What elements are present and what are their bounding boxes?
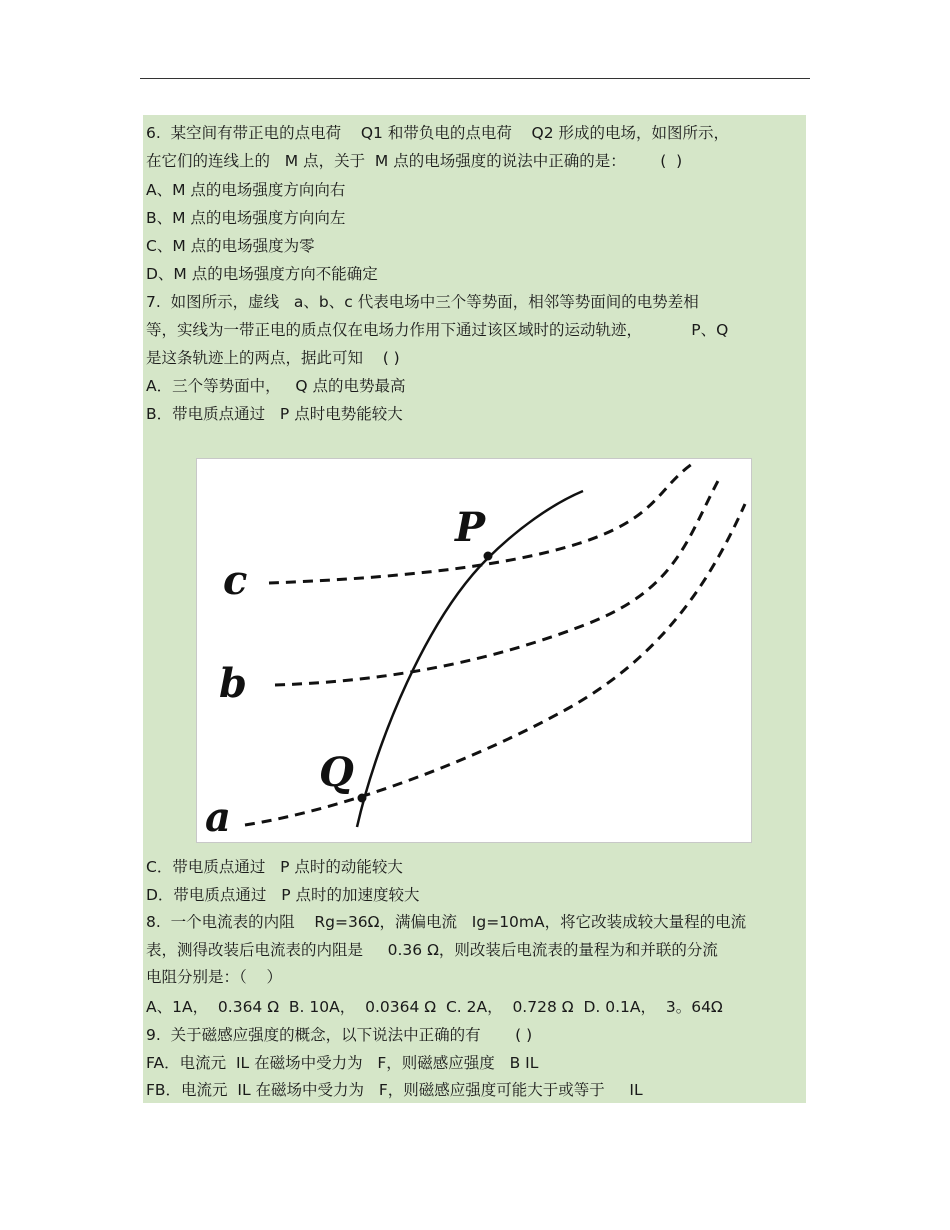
point-q-dot bbox=[358, 794, 367, 803]
label-q: Q bbox=[319, 749, 354, 796]
q9-stem: 9. 关于磁感应强度的概念，以下说法中正确的有 ( ) bbox=[146, 1026, 533, 1044]
q7-option-d: D．带电质点通过 P 点时的加速度较大 bbox=[146, 886, 420, 904]
q7-stem-line3: 是这条轨迹上的两点，据此可知 ( ) bbox=[146, 349, 400, 367]
q8-options: A、1A， 0.364 Ω B. 10A， 0.0364 Ω C. 2A， 0.728 Ω D. 0.1A， 3。64Ω bbox=[146, 998, 723, 1016]
label-b: b bbox=[219, 660, 247, 707]
q6-stem-line2: 在它们的连线上的 M 点，关于 M 点的电场强度的说法中正确的是： ( ) bbox=[146, 152, 683, 170]
q6-option-a: A、M 点的电场强度方向向右 bbox=[146, 181, 346, 199]
q9-option-b: FB．电流元 IL 在磁场中受力为 F，则磁感应强度可能大于或等于 IL bbox=[146, 1081, 643, 1099]
q7-stem-line1: 7. 如图所示，虚线 a、b、c 代表电场中三个等势面，相邻等势面间的电势差相 bbox=[146, 293, 699, 311]
q8-stem-line1: 8. 一个电流表的内阻 Rg=36Ω，满偏电流 Ig=10mA，将它改装成较大量程的电流 bbox=[146, 913, 747, 931]
header-rule bbox=[140, 78, 810, 79]
label-a: a bbox=[205, 794, 231, 841]
q8-stem-line2: 表，测得改装后电流表的内阻是 0.36 Ω，则改装后电流表的量程为和并联的分流 bbox=[146, 941, 718, 959]
equipotential-diagram bbox=[196, 458, 752, 843]
q7-option-c: C．带电质点通过 P 点时的动能较大 bbox=[146, 858, 403, 876]
q7-stem-line2: 等，实线为一带正电的质点仅在电场力作用下通过该区域时的运动轨迹， P、Q bbox=[146, 321, 729, 339]
label-p: P bbox=[455, 504, 486, 551]
q8-stem-line3: 电阻分别是：（ ） bbox=[146, 968, 282, 986]
label-c: c bbox=[223, 557, 248, 604]
q6-option-b: B、M 点的电场强度方向向左 bbox=[146, 209, 346, 227]
q6-stem-line1: 6. 某空间有带正电的点电荷 Q1 和带负电的点电荷 Q2 形成的电场，如图所示， bbox=[146, 124, 730, 142]
q6-option-c: C、M 点的电场强度为零 bbox=[146, 237, 315, 255]
q7-option-a: A．三个等势面中， Q 点的电势最高 bbox=[146, 377, 406, 395]
equipotential-b bbox=[275, 479, 719, 685]
point-p-dot bbox=[484, 552, 493, 561]
q9-option-a: FA．电流元 IL 在磁场中受力为 F，则磁感应强度 B IL bbox=[146, 1054, 539, 1072]
q6-option-d: D、M 点的电场强度方向不能确定 bbox=[146, 265, 378, 283]
q7-option-b: B．带电质点通过 P 点时电势能较大 bbox=[146, 405, 403, 423]
